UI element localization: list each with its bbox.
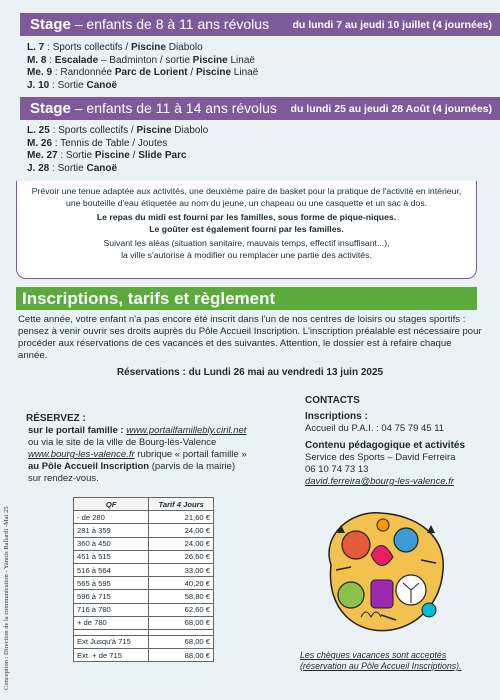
- side-credit: Conception : Direction de la communication - Yannis Ballardi -Mai 25: [3, 506, 10, 690]
- tarif-cell: 21,60 €: [149, 511, 214, 524]
- contacts-heading: CONTACTS: [305, 395, 360, 406]
- qf-cell: 565 à 595: [74, 577, 149, 590]
- sports-doodle-illustration: [311, 505, 453, 637]
- qf-cell: 451 à 515: [74, 550, 149, 563]
- tarif-cell: 68,00 €: [149, 635, 214, 648]
- stage2-title: Stage – enfants de 11 à 14 ans révolus: [30, 100, 277, 117]
- tarif-cell: 88,00 €: [149, 649, 214, 662]
- tarif-row: [74, 524, 214, 537]
- stage2-banner: [20, 97, 500, 120]
- qf-cell: 596 à 715: [74, 590, 149, 603]
- tarif-row: [74, 511, 214, 524]
- info-aleas: Suivant les aléas (situation sanitaire, mauvais temps, effectif insuffisant...), la ville s'autorise à modifier ou remplacer une partie des activités.: [103, 238, 390, 260]
- tarif-row: [74, 603, 214, 616]
- inscriptions-phone: Accueil du P.A.I. : 04 75 79 45 11: [305, 423, 445, 434]
- stage1-day-3: J. 10 : Sortie Canoë: [27, 79, 118, 91]
- stage1-day-1: M. 8 : Escalade – Badminton / sortie Piscine Linaë: [27, 54, 255, 66]
- qf-cell: 716 à 780: [74, 603, 149, 616]
- qf-header: QF: [74, 498, 149, 511]
- qf-cell: 281 à 359: [74, 524, 149, 537]
- portail-link[interactable]: www.portailfamillebly.ciril.net: [126, 425, 247, 436]
- tarif-cell: 40,20 €: [149, 577, 214, 590]
- tarif-row: [74, 590, 214, 603]
- stage1-day-0: L. 7 : Sports collectifs / Piscine Diabolo: [27, 42, 203, 53]
- tarif-row: [74, 563, 214, 576]
- info-box: [16, 181, 477, 279]
- stage1-dates: du lundi 7 au jeudi 10 juillet (4 journées): [292, 18, 492, 31]
- info-tenue: Prévoir une tenue adaptée aux activités, une deuxième paire de basket pour la pratique de l'activité en intérieur, une bouteille d'eau étiquetée au nom du jeune, un chapeau ou une casquette et un sac à dos.: [31, 186, 462, 208]
- inscriptions-intro: Cette année, votre enfant n'a pas encore été inscrit dans l'un de nos centres de loisirs ou stages sportifs : pensez à venir ouvrir ses droits auprès du Pôle Accueil Inscription. L'inscription préalable est nécessaire pour procéder aux réservations de ces vacances et des suivantes. Attention, le dossier est à refaire chaque année.: [18, 314, 482, 361]
- tarifs-table: [73, 497, 214, 662]
- stage2-day-2: Me. 27 : Sortie Piscine / Slide Parc: [27, 150, 187, 161]
- tarif-row: [74, 537, 214, 550]
- inscriptions-heading: Inscriptions, tarifs et règlement: [16, 287, 477, 310]
- tarif-row: [74, 649, 214, 662]
- tarif-row: [74, 616, 214, 629]
- stage2-day-0: L. 25 : Sports collectifs / Piscine Diabolo: [27, 125, 209, 136]
- reservations-dates: Réservations : du Lundi 26 mai au vendredi 13 juin 2025: [116, 367, 384, 378]
- contact-email-link[interactable]: david.ferreira@bourg-les-valence.fr: [305, 476, 455, 487]
- qf-cell: 360 à 450: [74, 537, 149, 550]
- tarif-row: [74, 635, 214, 648]
- tarif-row: [74, 550, 214, 563]
- info-repas: Le repas du midi est fourni par les familles, sous forme de pique-niques. Le goûter est également fourni par les familles.: [96, 212, 397, 234]
- tarif-cell: 24,00 €: [149, 524, 214, 537]
- cheques-note: Les chèques vacances sont acceptés (réservation au Pôle Accueil Inscriptions).: [300, 650, 462, 671]
- tarif-cell: 33,00 €: [149, 563, 214, 576]
- stage2-day-1: M. 26 : Tennis de Table / Joutes: [27, 137, 168, 149]
- qf-cell: Ext. + de 715: [74, 649, 149, 662]
- qf-cell: 516 à 564: [74, 563, 149, 576]
- qf-cell: - de 280: [74, 511, 149, 524]
- stage1-days: [27, 42, 258, 92]
- stage1-day-2: Me. 9 : Randonnée Parc de Lorient / Piscine Linaë: [27, 67, 259, 78]
- tarif-cell: 62,60 €: [149, 603, 214, 616]
- tarif-cell: 68,00 €: [149, 616, 214, 629]
- tarif-header: Tarif 4 Jours: [149, 498, 214, 511]
- tarif-cell: 24,00 €: [149, 537, 214, 550]
- reserve-heading: RÉSERVEZ :: [26, 413, 86, 424]
- stage2-days: [27, 125, 208, 175]
- contact-phone: 06 10 74 73 13: [305, 464, 369, 475]
- stage1-banner: [20, 13, 500, 36]
- contacts-section: CONTACTS Inscriptions : Accueil du P.A.I. : 04 75 79 45 11 Contenu pédagogique et activités Service des Sports – David Ferreira 06 10 74 73 13 david.ferreira@bourg-les-valence.fr: [305, 395, 495, 488]
- stage1-title: Stage – enfants de 8 à 11 ans révolus: [30, 16, 270, 33]
- tarif-cell: 26,60 €: [149, 550, 214, 563]
- stage2-dates: du lundi 25 au jeudi 28 Août (4 journées): [290, 102, 492, 115]
- reserve-section: RÉSERVEZ : sur le portail famille : www.portailfamillebly.ciril.net ou via le site de la ville de Bourg-lès-Valence www.bourg-les-valence.fr rubrique « portail famille » au Pôle Accueil Inscription (parvis de la mairie) sur rendez-vous.: [26, 413, 276, 485]
- qf-cell: + de 780: [74, 616, 149, 629]
- stage2-day-3: J. 28 : Sortie Canoë: [27, 162, 118, 174]
- ville-link[interactable]: www.bourg-les-valence.fr: [28, 449, 135, 460]
- tarif-cell: 58,80 €: [149, 590, 214, 603]
- tarif-row: [74, 577, 214, 590]
- qf-cell: Ext Jusqu'à 715: [74, 635, 149, 648]
